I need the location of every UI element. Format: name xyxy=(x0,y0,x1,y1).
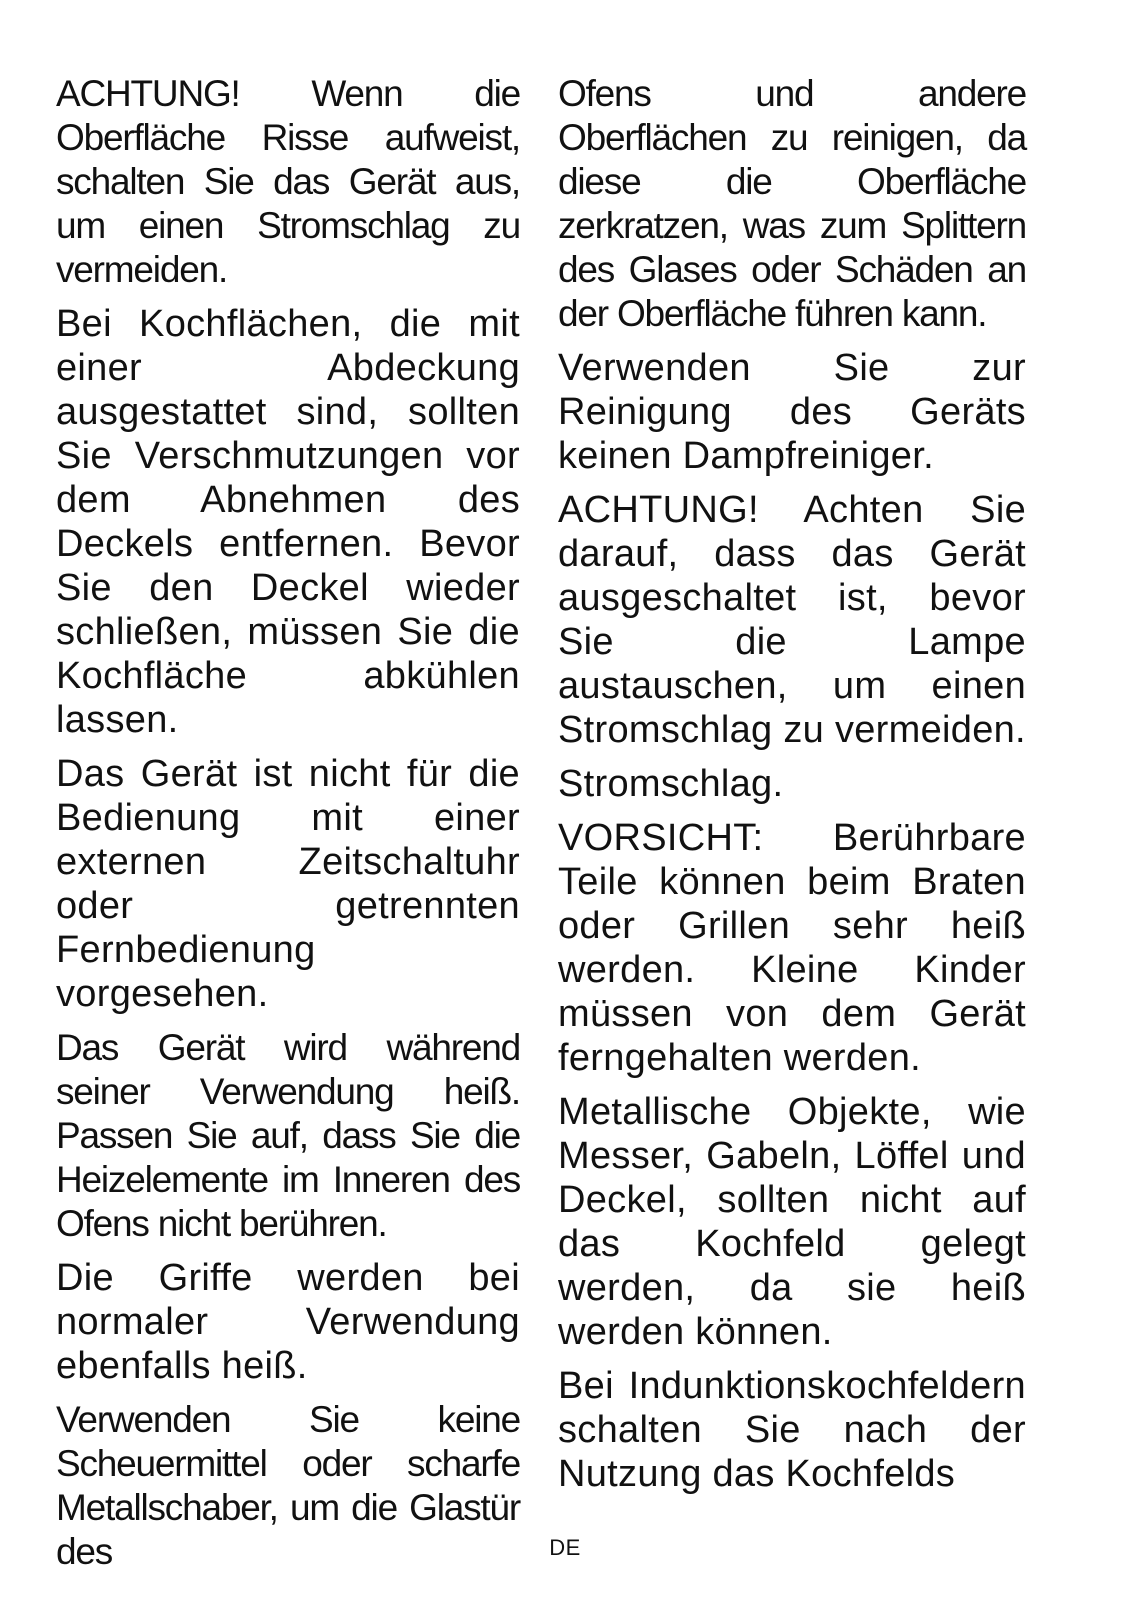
paragraph-steam-cleaner: Verwenden Sie zur Reinigung des Geräts keinen Dampfreiniger. xyxy=(558,347,1026,477)
paragraph-metal-objects: Metallische Objekte, wie Messer, Gabeln, Löffel und Deckel, sollten nicht auf das Kochfeld gelegt werden, da sie heiß werden können. xyxy=(558,1091,1026,1353)
right-column xyxy=(558,72,1026,1506)
paragraph-electric-shock: Stromschlag. xyxy=(558,763,784,805)
paragraph-abrasives: Verwenden Sie keine Scheuermittel oder scharfe Metallschaber, um die Glastür des xyxy=(56,1399,520,1572)
paragraph-handles: Die Griffe werden bei normaler Verwendung ebenfalls heiß. xyxy=(56,1257,520,1387)
left-column xyxy=(56,72,520,1584)
paragraph-warning-cracks: ACHTUNG! Wenn die Oberfläche Risse aufweist, schalten Sie das Gerät aus, um einen Stromschlag zu vermeiden. xyxy=(56,73,520,290)
paragraph-abrasives-continued: Ofens und andere Oberflächen zu reinigen, da diese die Oberfläche zerkratzen, was zum Splittern des Glases oder Schäden an der Oberfläche führen kann. xyxy=(558,73,1026,334)
footer-language-code: DE xyxy=(549,1535,581,1560)
paragraph-cover: Bei Kochflächen, die mit einer Abdeckung ausgestattet sind, sollten Sie Verschmutzungen vor dem Abnehmen des Deckels entfernen. Bevor Sie den Deckel wieder schließen, müssen Sie die Kochfläche abkühlen lassen. xyxy=(56,303,520,741)
paragraph-lamp-warning: ACHTUNG! Achten Sie darauf, dass das Gerät ausgeschaltet ist, bevor Sie die Lampe austauschen, um einen Stromschlag zu vermeiden. xyxy=(558,489,1026,751)
paragraph-timer: Das Gerät ist nicht für die Bedienung mit einer externen Zeitschaltuhr oder getrennten Fernbedienung vorgesehen. xyxy=(56,753,520,1015)
paragraph-caution-hot-parts: VORSICHT: Berührbare Teile können beim Braten oder Grillen sehr heiß werden. Kleine Kinder müssen von dem Gerät ferngehalten werden. xyxy=(558,817,1026,1079)
paragraph-hot-use: Das Gerät wird während seiner Verwendung heiß. Passen Sie auf, dass Sie die Heizelemente im Inneren des Ofens nicht berühren. xyxy=(56,1027,520,1244)
paragraph-induction: Bei Indunktionskochfeldern schalten Sie nach der Nutzung das Kochfelds xyxy=(558,1365,1026,1495)
